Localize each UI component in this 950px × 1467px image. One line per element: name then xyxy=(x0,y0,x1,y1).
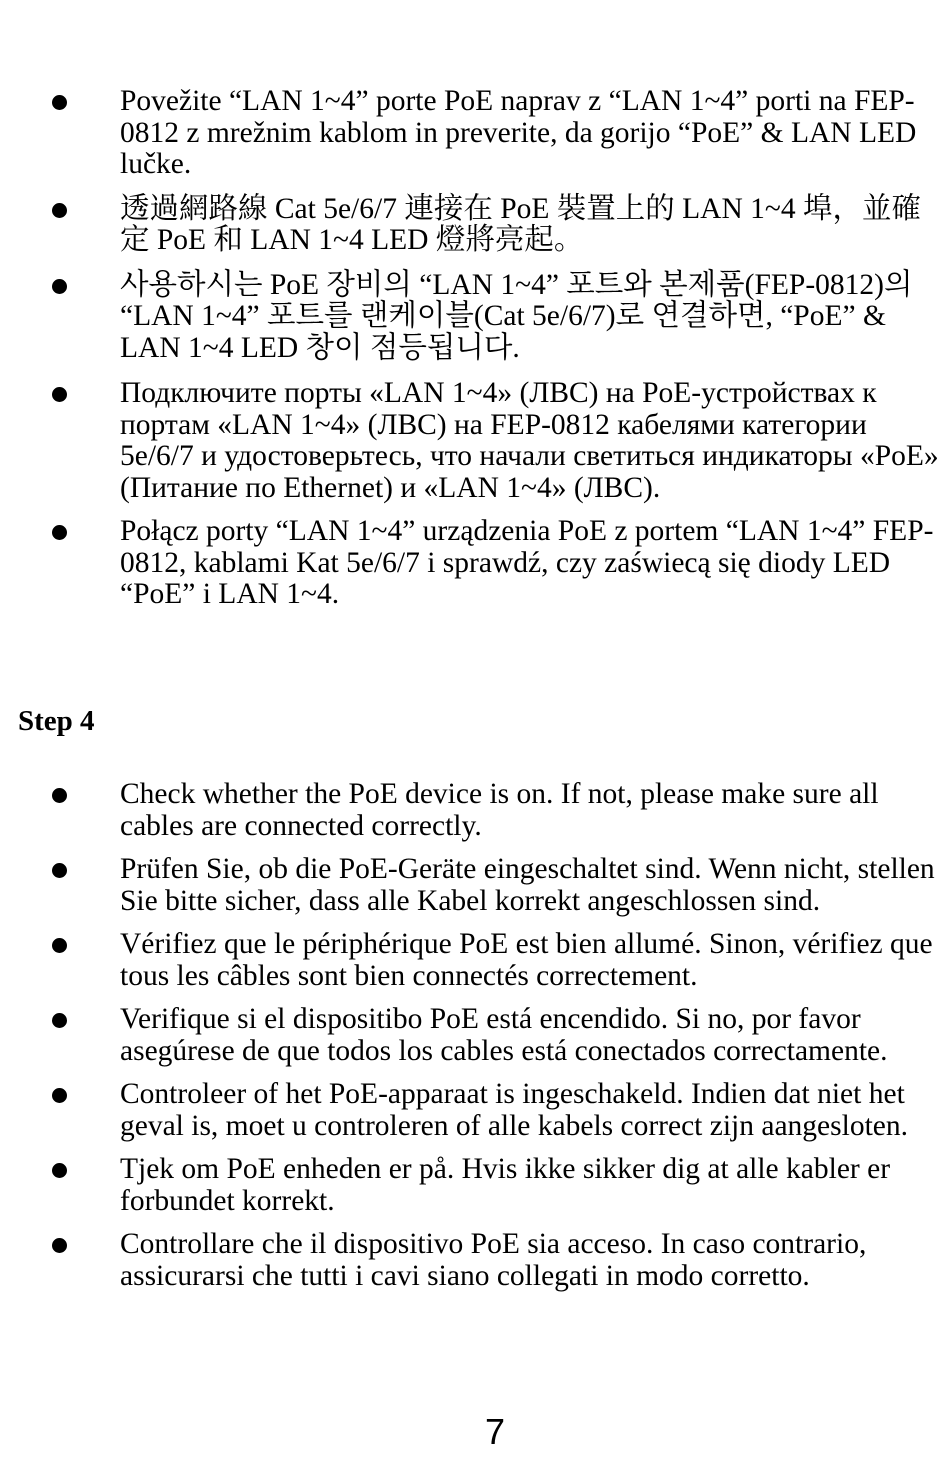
bullet-icon xyxy=(52,788,67,803)
bullet-icon xyxy=(52,863,67,878)
list-item-french xyxy=(0,929,950,992)
step4-instructions-list xyxy=(0,779,950,1304)
instruction-text: Check whether the PoE device is on. If not, please make sure all cables are connected correctly. xyxy=(120,778,879,842)
instruction-text: Tjek om PoE enheden er på. Hvis ikke sikker dig at alle kabler er forbundet korrekt. xyxy=(120,1153,891,1217)
bullet-icon xyxy=(52,1013,67,1028)
instruction-text: Prüfen Sie, ob die PoE-Geräte eingeschaltet sind. Wenn nicht, stellen Sie bitte sicher, dass alle Kabel korrekt angeschlossen sind. xyxy=(120,853,935,917)
bullet-icon xyxy=(52,279,67,294)
bullet-icon xyxy=(52,525,67,540)
bullet-icon xyxy=(52,1163,67,1178)
bullet-icon xyxy=(52,95,67,110)
list-item-slovenian xyxy=(0,86,950,181)
bullet-icon xyxy=(52,1238,67,1253)
list-item-italian xyxy=(0,1229,950,1292)
instruction-text: Controllare che il dispositivo PoE sia acceso. In caso contrario, assicurarsi che tutti i cavi siano collegati in modo corretto. xyxy=(120,1228,867,1292)
list-item-german xyxy=(0,854,950,917)
instruction-text: Povežite “LAN 1~4” porte PoE naprav z “LAN 1~4” porti na FEP-0812 z mrežnim kablom in preverite, da gorijo “PoE” & LAN LED lučke. xyxy=(120,85,917,180)
step-heading: Step 4 xyxy=(18,705,95,737)
list-item-russian xyxy=(0,378,950,504)
connection-instructions-list xyxy=(0,86,950,611)
list-item-danish xyxy=(0,1154,950,1217)
instruction-text: 透過網路線 Cat 5e/6/7 連接在 PoE 裝置上的 LAN 1~4 埠，並確定 PoE 和 LAN 1~4 LED 燈將亮起。 xyxy=(120,192,921,256)
list-item-english xyxy=(0,779,950,842)
instruction-text: Подключите порты «LAN 1~4» (ЛВС) на PoE-устройствах к портам «LAN 1~4» (ЛВС) на FEP-0812 кабелями категории 5e/6/7 и удостоверьтесь, что начали светиться индикаторы «PoE» (Питание по Ethernet) и «LAN 1~4» (ЛВС). xyxy=(120,377,939,504)
instruction-text: Controleer of het PoE-apparaat is ingeschakeld. Indien dat niet het geval is, moet u controleren of alle kabels correct zijn aangesloten. xyxy=(120,1078,908,1142)
list-item-dutch xyxy=(0,1079,950,1142)
instruction-text: Verifique si el dispositibo PoE está encendido. Si no, por favor asegúrese de que todos los cables está conectados correctamente. xyxy=(120,1003,888,1067)
bullet-icon xyxy=(52,387,67,402)
bullet-icon xyxy=(52,1088,67,1103)
list-item-polish xyxy=(0,516,950,611)
instruction-text: Vérifiez que le périphérique PoE est bien allumé. Sinon, vérifiez que tous les câbles sont bien connectés correctement. xyxy=(120,928,933,992)
instruction-text: Połącz porty “LAN 1~4” urządzenia PoE z portem “LAN 1~4” FEP-0812, kablami Kat 5e/6/7 i sprawdź, czy zaświecą się diody LED “PoE” i LAN 1~4. xyxy=(120,515,934,610)
list-item-spanish xyxy=(0,1004,950,1067)
instruction-text: 사용하시는 PoE 장비의 “LAN 1~4” 포트와 본제품(FEP-0812)의 “LAN 1~4” 포트를 랜케이블(Cat 5e/6/7)로 연결하면, “PoE” & LAN 1~4 LED 창이 점등됩니다. xyxy=(120,268,913,364)
page-number: 7 xyxy=(484,1411,506,1452)
bullet-icon xyxy=(52,938,67,953)
list-item-korean xyxy=(0,270,950,365)
bullet-icon xyxy=(52,203,67,218)
list-item-chinese xyxy=(0,194,950,257)
